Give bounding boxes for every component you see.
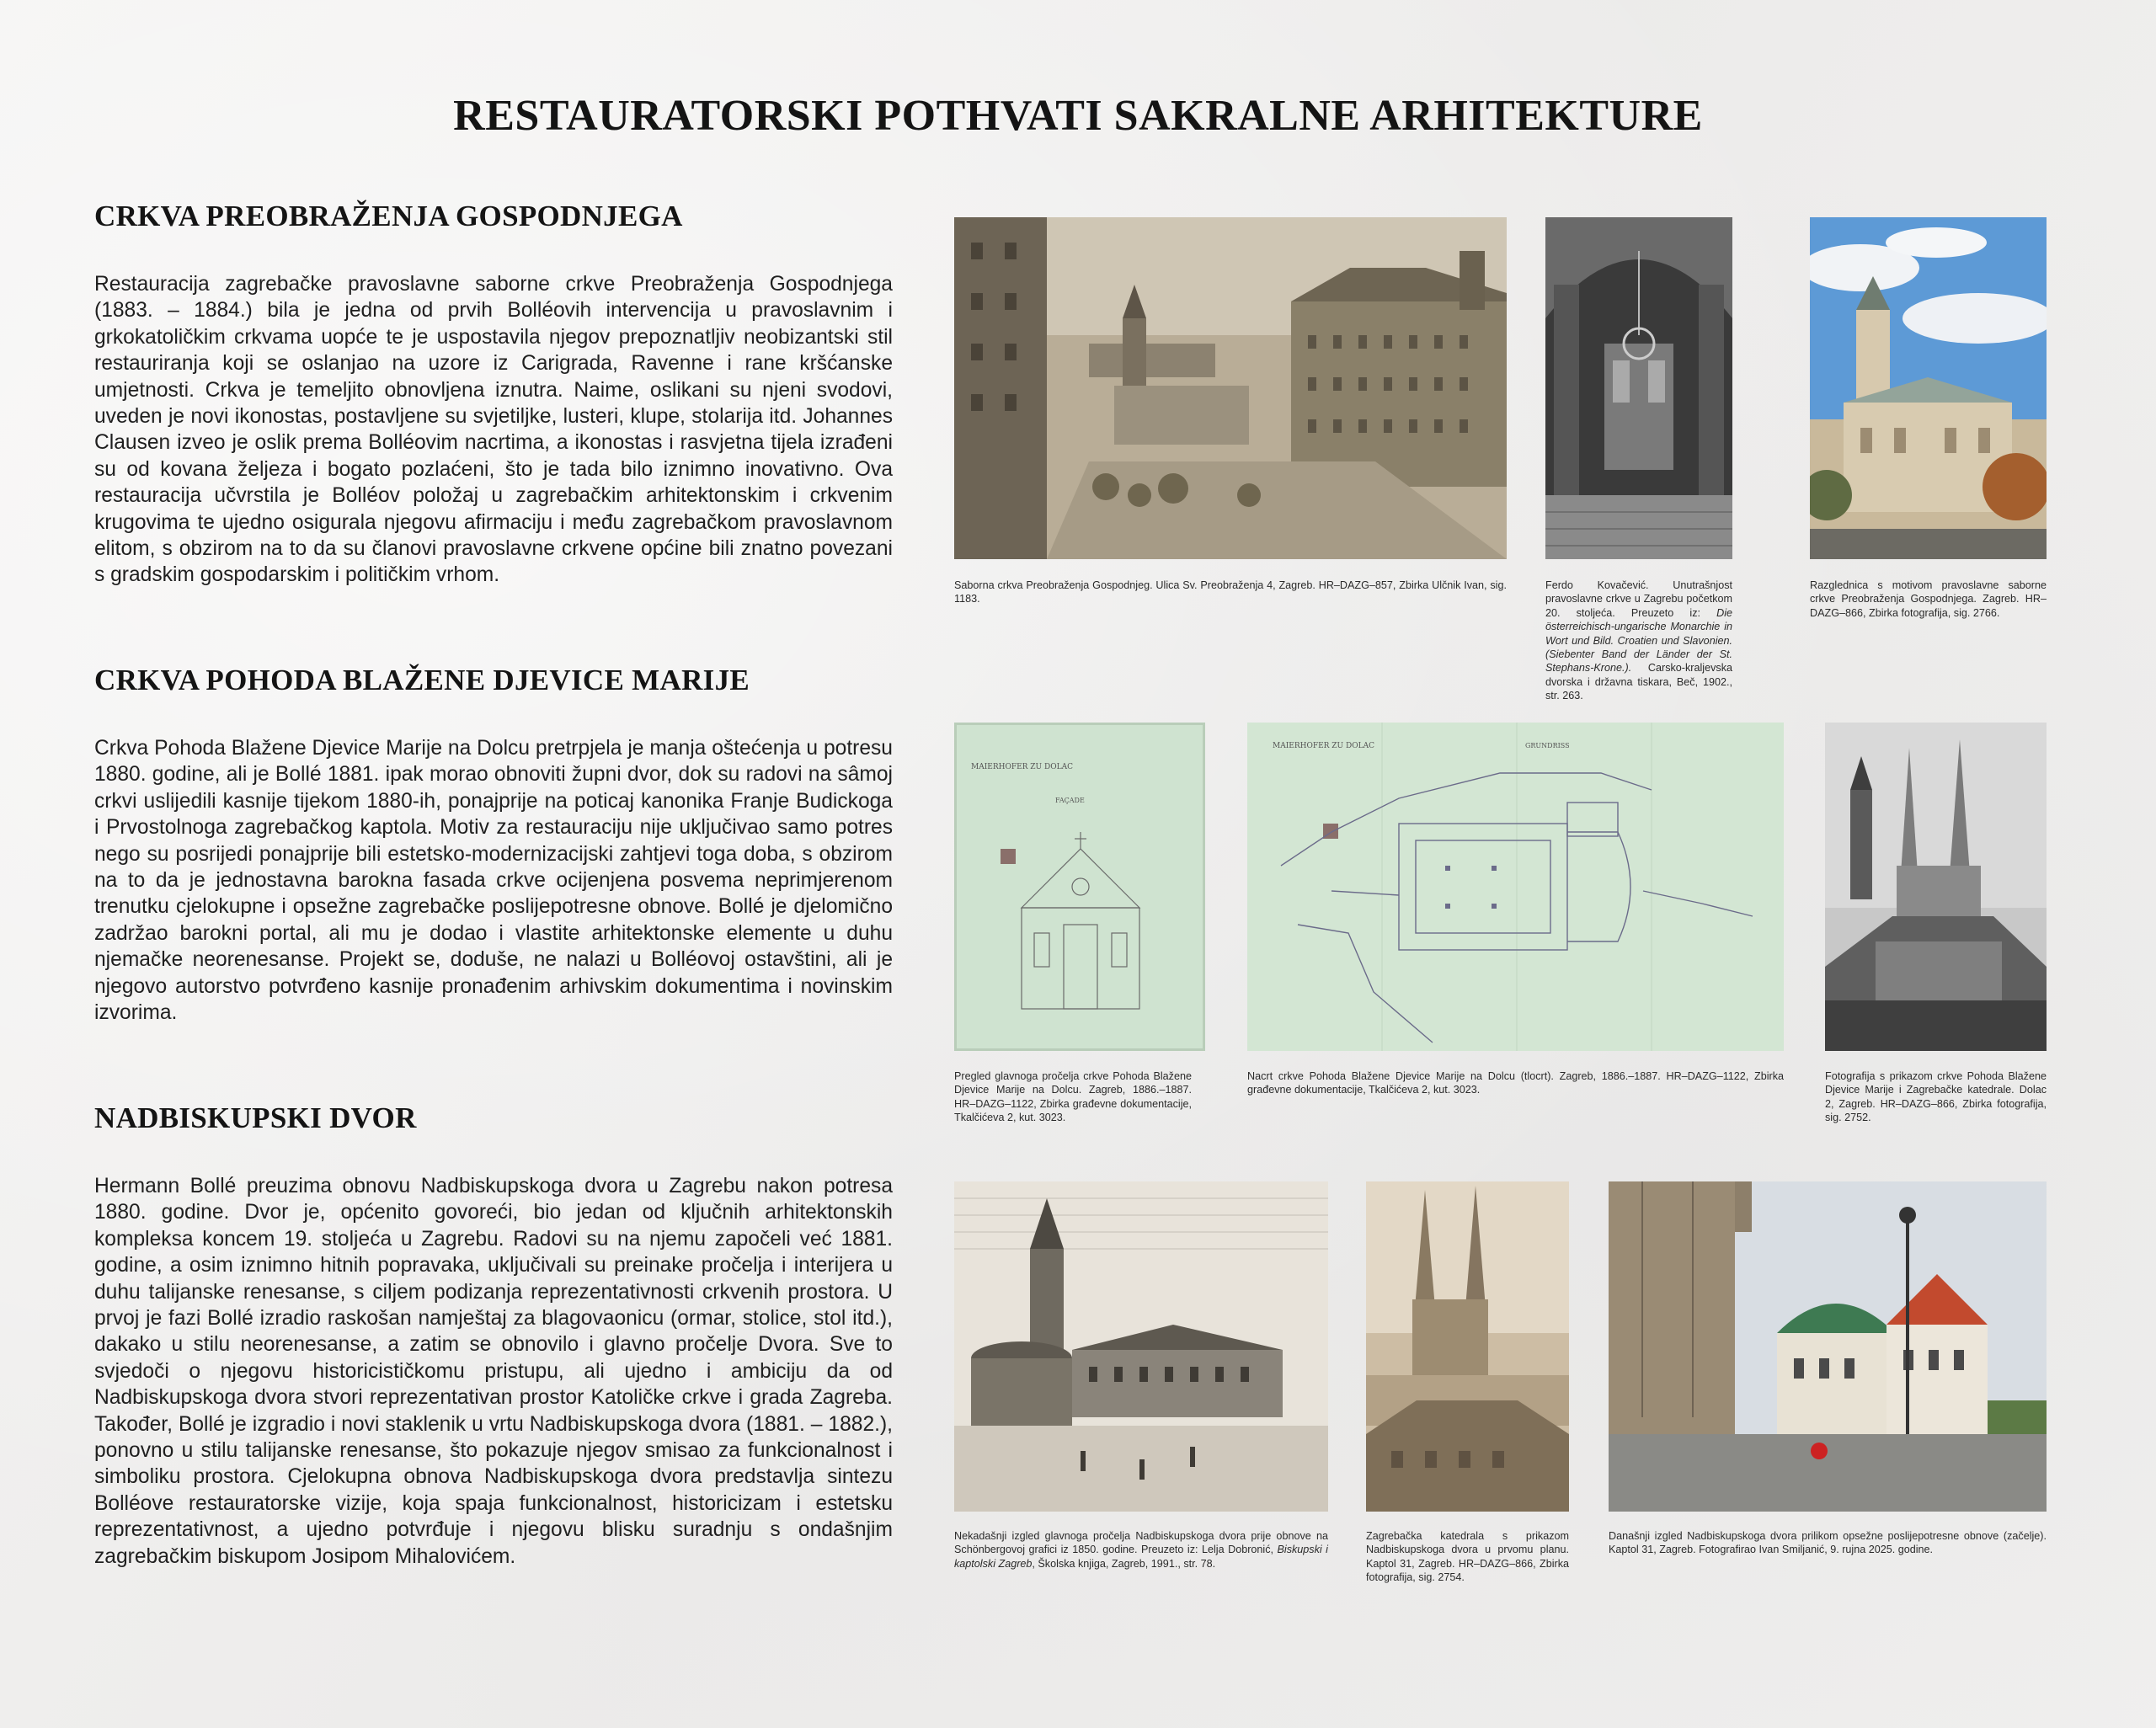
section-text-pohod: Crkva Pohoda Blažene Djevice Marije na Dolcu pretrpjela je manja oštećenja u potresu 1880. godine, ali je Bollé 1881. ipak morao obnoviti župni dvor, dok su radovi na sâmoj crkvi uslijedili kasnije tijekom 1880-ih, ponajprije na poticaj kanonika Franje Budickoga i Prvostolnoga zagrebačkog kaptola. Motiv za restauraciju nije uključivao samo potres nego su posrijedi ponajprije bili estetsko-modernizacijski zahtjevi toga doba, s obzirom na to da je jednostavna barokna fasada crkve ocijenjena posvema neprimjerenom trenutku cjelokupne i opsežne zagrebačke poslijepotresne obnove. Bollé je djelomično zadržao barokni portal, ali mu je dodao i vlastite arhitektonske elemente u duhu njemačke neorenesanse. Projekt se, doduše, ne nalazi u Bolléovoj ostavštini, ali je njegovo autorstvo potvrđeno kasnije pronađenim arhivskim dokumentima i novinskim izvorima. — [94, 737, 893, 1025]
photo-schonberg-engraving — [954, 1181, 1328, 1512]
caption-church-and-cathedral: Fotografija s prikazom crkve Pohoda Blažene Djevice Marije i Zagrebačke katedrale. Dolac 2, Zagreb. HR–DAZG–866, Zbirka fotografija, sig. 2752. — [1825, 1070, 2047, 1124]
caption-floor-plan-drawing: Nacrt crkve Pohoda Blažene Djevice Marije na Dolcu (tlocrt). Zagreb, 1886.–1887. HR–DAZG–1122, Zbirka građevne dokumentacije, Tkalčićeva 2, kut. 3023. — [1247, 1070, 1784, 1096]
facade-drawing-header: MAIERHOFER ZU DOLAC — [971, 763, 1073, 771]
plan-drawing-sublabel: GRUNDRISS — [1525, 742, 1570, 749]
photo-facade-drawing — [954, 723, 1205, 1051]
photo-cathedral-square-sepia — [954, 217, 1507, 559]
caption-cathedral-with-palace: Zagrebačka katedrala s prikazom Nadbiskupskoga dvora u prvomu planu. Kaptol 31, Zagreb. HR–DAZG–866, Zbirka fotografija, sig. 2754. — [1366, 1530, 1569, 1584]
section-text-nadbiskupski: Hermann Bollé preuzima obnovu Nadbiskupskoga dvora u Zagrebu nakon potresa 1880. godine. Dvor je, općenito govoreći, bio jedan od ključnih arhitektonskih kompleksa koncem 19. stoljeća u Zagrebu. Radovi su na njemu započeli već 1881. godine, a osim iznimno hitnih popravaka, uključivali su preinake pročelja i interijera u duhu talijanske renesanse, s ciljem podizanja reprezentativnosti crkvenih prostora. U prvoj je fazi Bollé izradio raskošan namještaj za blagovaonicu (ormar, stolice, stol itd.), dakako u stilu neorenesanse, a zatim se obnovilo i glavno pročelje Dvora. Sve to svjedoči o njegovu historicističkomu pristupu, ali ujedno i ambiciju da od Nadbiskupskoga dvora stvori reprezentativan prostor Katoličke crkve i grada Zagreba. Također, Bollé je izgradio i novi staklenik u vrtu Nadbiskupskoga dvora (1881. – 1882.), ponovno u stilu talijanske renesanse, što pokazuje njegov smisao za funkcionalnost i simboliku prostora. Cjelokupna obnova Nadbiskupskoga dvora predstavlja sintezu Bolléove restauratorske vizije, koja spaja funkcionalnost, historicizam i estetsku reprezentativnost, a ujedno potvrđuje i njegovu blisku suradnju s ondašnjim zagrebačkim biskupom Josipom Mihalovićem. — [94, 1175, 893, 1568]
photo-church-interior — [1545, 217, 1732, 559]
caption-cathedral-square: Saborna crkva Preobraženja Gospodnjeg. Ulica Sv. Preobraženja 4, Zagreb. HR–DAZG–857, Zbirka Ulčnik Ivan, sig. 1183. — [954, 579, 1507, 605]
section-heading-nadbiskupski: NADBISKUPSKI DVOR — [94, 1101, 417, 1134]
caption-facade-drawing: Pregled glavnoga pročelja crkve Pohoda Blažene Djevice Marije na Dolcu. Zagreb, 1886.–1887. HR–DAZG–1122, Zbirka građevne dokumentacije, Tkalčićeva 2, kut. 3023. — [954, 1070, 1192, 1124]
page-title: RESTAURATORSKI POTHVATI SAKRALNE ARHITEKTURE — [453, 92, 1703, 140]
caption-postcard-orthodox-church: Razglednica s motivom pravoslavne saborne crkve Preobraženja Gospodnjega. Zagreb. HR–DAZG–866, Zbirka fotografija, sig. 2766. — [1810, 579, 2047, 619]
section-text-preobrazenje: Restauracija zagrebačke pravoslavne saborne crkve Preobraženja Gospodnjega (1883. – 1884.) bila je jedna od prvih Bolléovih intervencija u pravoslavnim i grkokatoličkim crkvama uopće te je uspostavila njegov prepoznatljiv neobizantski stil restauriranja koji se oslanjao na uzore iz Carigrada, Ravenne i rane kršćanske umjetnosti. Crkva je temeljito obnovljena iznutra. Naime, oslikani su njeni svodovi, uveden je novi ikonostas, postavljene su svjetiljke, lusteri, klupe, stolarija itd. Johannes Clausen izveo je oslik prema Bolléovim nacrtima, a ikonostas i rasvjetna tijela izrađeni su od kovana željeza i bogato pozlaćeni, što je tada bilo iznimno inovativno. Ova restauracija učvrstila je Bolléov položaj u zagrebačkim arhitektonskim i crkvenim krugovima te ujedno osigurala njegovu afirmaciju i među zagrebačkom pravoslavnom elitom, s obzirom na to da su članovi pravoslavne crkvene općine bili znatno povezani s gradskim gospodarskim i političkim vrhom. — [94, 273, 893, 587]
photo-postcard-orthodox-church — [1810, 217, 2047, 559]
caption-schonberg-engraving: Nekadašnji izgled glavnoga pročelja Nadbiskupskoga dvora prije obnove na Schönbergovoj grafici iz 1850. godine. Preuzeto iz: Lelja Dobronić, Biskupski i kaptolski Zagreb, Školska knjiga, Zagreb, 1991., str. 78. — [954, 1530, 1328, 1570]
facade-drawing-sublabel: FAÇADE — [1055, 797, 1085, 804]
caption-church-interior: Ferdo Kovačević. Unutrašnjost pravoslavne crkve u Zagrebu početkom 20. stoljeća. Preuzeto iz: Die österreichisch-ungarische Monarchie in Wort und Bild. Croatien und Slavonien. (Siebenter Band der Länder der St. Stephans-Krone.). Carsko-kraljevska dvorska i državna tiskara, Beč, 1902., str. 263. — [1545, 579, 1732, 702]
section-heading-preobrazenje: CRKVA PREOBRAŽENJA GOSPODNJEGA — [94, 200, 683, 232]
photo-floor-plan-drawing — [1247, 723, 1784, 1051]
photo-palace-today — [1609, 1181, 2047, 1512]
photo-cathedral-with-palace — [1366, 1181, 1569, 1512]
plan-drawing-header: MAIERHOFER ZU DOLAC — [1273, 742, 1374, 750]
section-heading-pohod: CRKVA POHODA BLAŽENE DJEVICE MARIJE — [94, 664, 750, 696]
photo-church-and-cathedral — [1825, 723, 2047, 1051]
caption-palace-today: Današnji izgled Nadbiskupskoga dvora prilikom opsežne poslijepotresne obnove (začelje). Kaptol 31, Zagreb. Fotografirao Ivan Smiljanić, 9. rujna 2025. godine. — [1609, 1530, 2047, 1556]
